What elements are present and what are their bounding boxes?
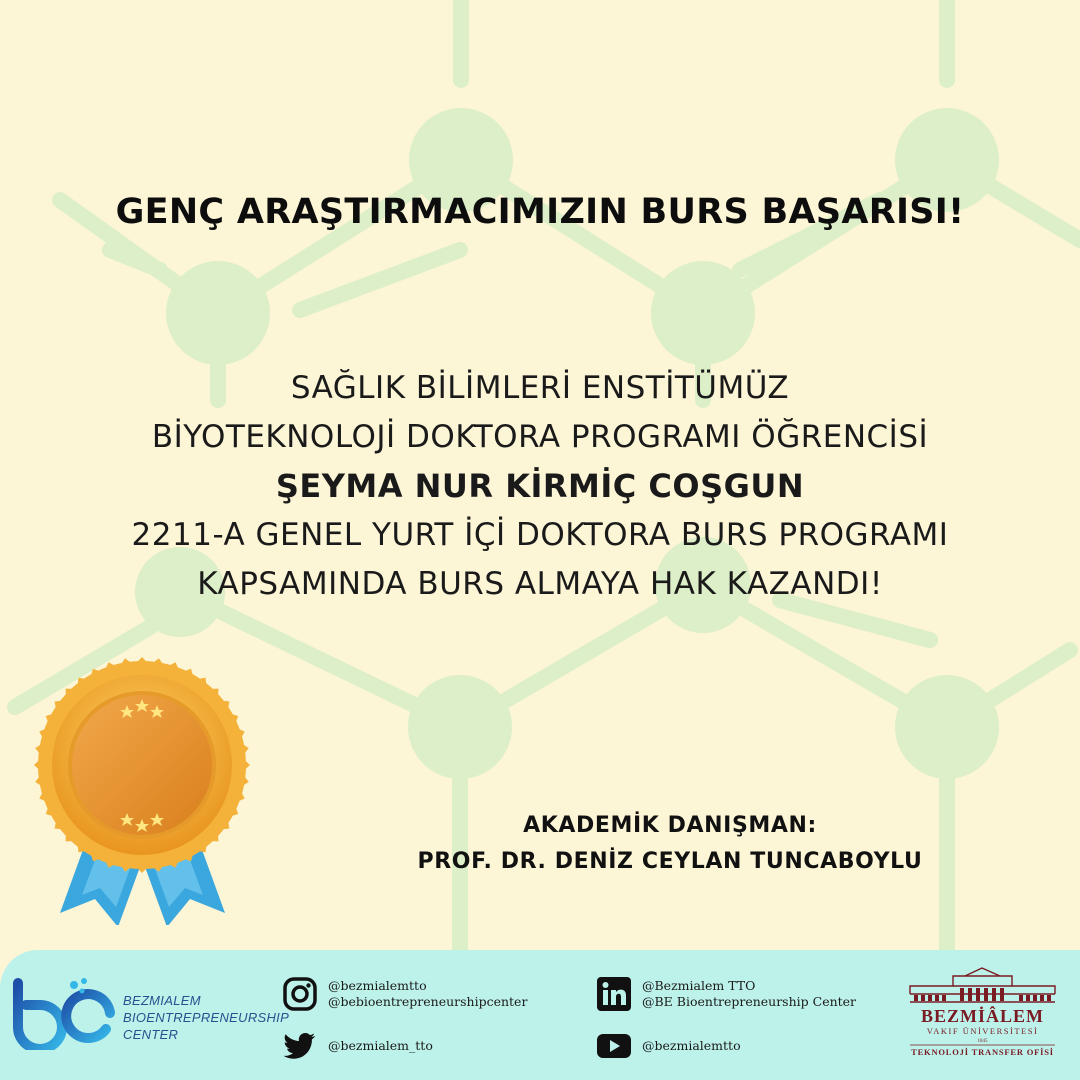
- headline: GENÇ ARAŞTIRMACIMIZIN BURS BAŞARISI!: [115, 192, 965, 232]
- bezmialem-university-logo-icon: [905, 964, 1060, 1064]
- youtube-icon: [596, 1028, 632, 1064]
- instagram-handle-tto: @bezmialemtto: [328, 978, 427, 993]
- be-center-name: [123, 992, 289, 1043]
- announcement-line-institute: SAĞLIK BİLİMLERİ ENSTİTÜMÜZ: [290, 370, 790, 406]
- instagram-handle-be: @bebioentrepreneurshipcenter: [328, 994, 528, 1009]
- be-center-logo-icon: [12, 975, 122, 1050]
- announcement-line-program: BİYOTEKNOLOJİ DOKTORA PROGRAMI ÖĞRENCİSİ: [151, 419, 929, 455]
- twitter-handle: @bezmialem_tto: [328, 1038, 433, 1053]
- announcement: [0, 364, 1080, 609]
- tto-office-name: TEKNOLOJİ TRANSFER OFİSİ: [911, 1047, 1054, 1057]
- advisor-block: [360, 808, 980, 880]
- university-subtitle: VAKIF ÜNİVERSİTESİ: [926, 1026, 1039, 1036]
- university-name: BEZMİÂLEM: [920, 1006, 1045, 1026]
- youtube-handle: @bezmialemtto: [642, 1038, 741, 1053]
- instagram-link[interactable]: [282, 976, 527, 1012]
- advisor-label: AKADEMİK DANIŞMAN:: [523, 813, 817, 838]
- twitter-icon: [282, 1028, 318, 1064]
- youtube-link[interactable]: [596, 1028, 741, 1064]
- footer: [0, 950, 1080, 1080]
- linkedin-handle-be: @BE Bioentrepreneurship Center: [642, 994, 857, 1009]
- linkedin-handle-tto: @Bezmialem TTO: [642, 978, 756, 993]
- instagram-icon: [282, 976, 318, 1012]
- be-center-name-line3: CENTER: [123, 1027, 179, 1042]
- advisor-name: PROF. DR. DENİZ CEYLAN TUNCABOYLU: [417, 849, 923, 874]
- announcement-line-result: KAPSAMINDA BURS ALMAYA HAK KAZANDI!: [197, 566, 883, 602]
- announcement-line-scholarship: 2211-A GENEL YURT İÇİ DOKTORA BURS PROGRAMI: [131, 517, 949, 553]
- linkedin-icon: [596, 976, 632, 1012]
- linkedin-link[interactable]: [596, 976, 856, 1012]
- be-center-name-line2: BIOENTREPRENEURSHIP: [123, 1010, 290, 1025]
- university-year: 1845: [977, 1039, 988, 1044]
- student-name: ŞEYMA NUR KİRMİÇ COŞGUN: [275, 467, 805, 505]
- gold-medal-icon: [30, 655, 255, 925]
- twitter-link[interactable]: [282, 1028, 433, 1064]
- be-center-name-line1: BEZMIALEM: [123, 993, 201, 1008]
